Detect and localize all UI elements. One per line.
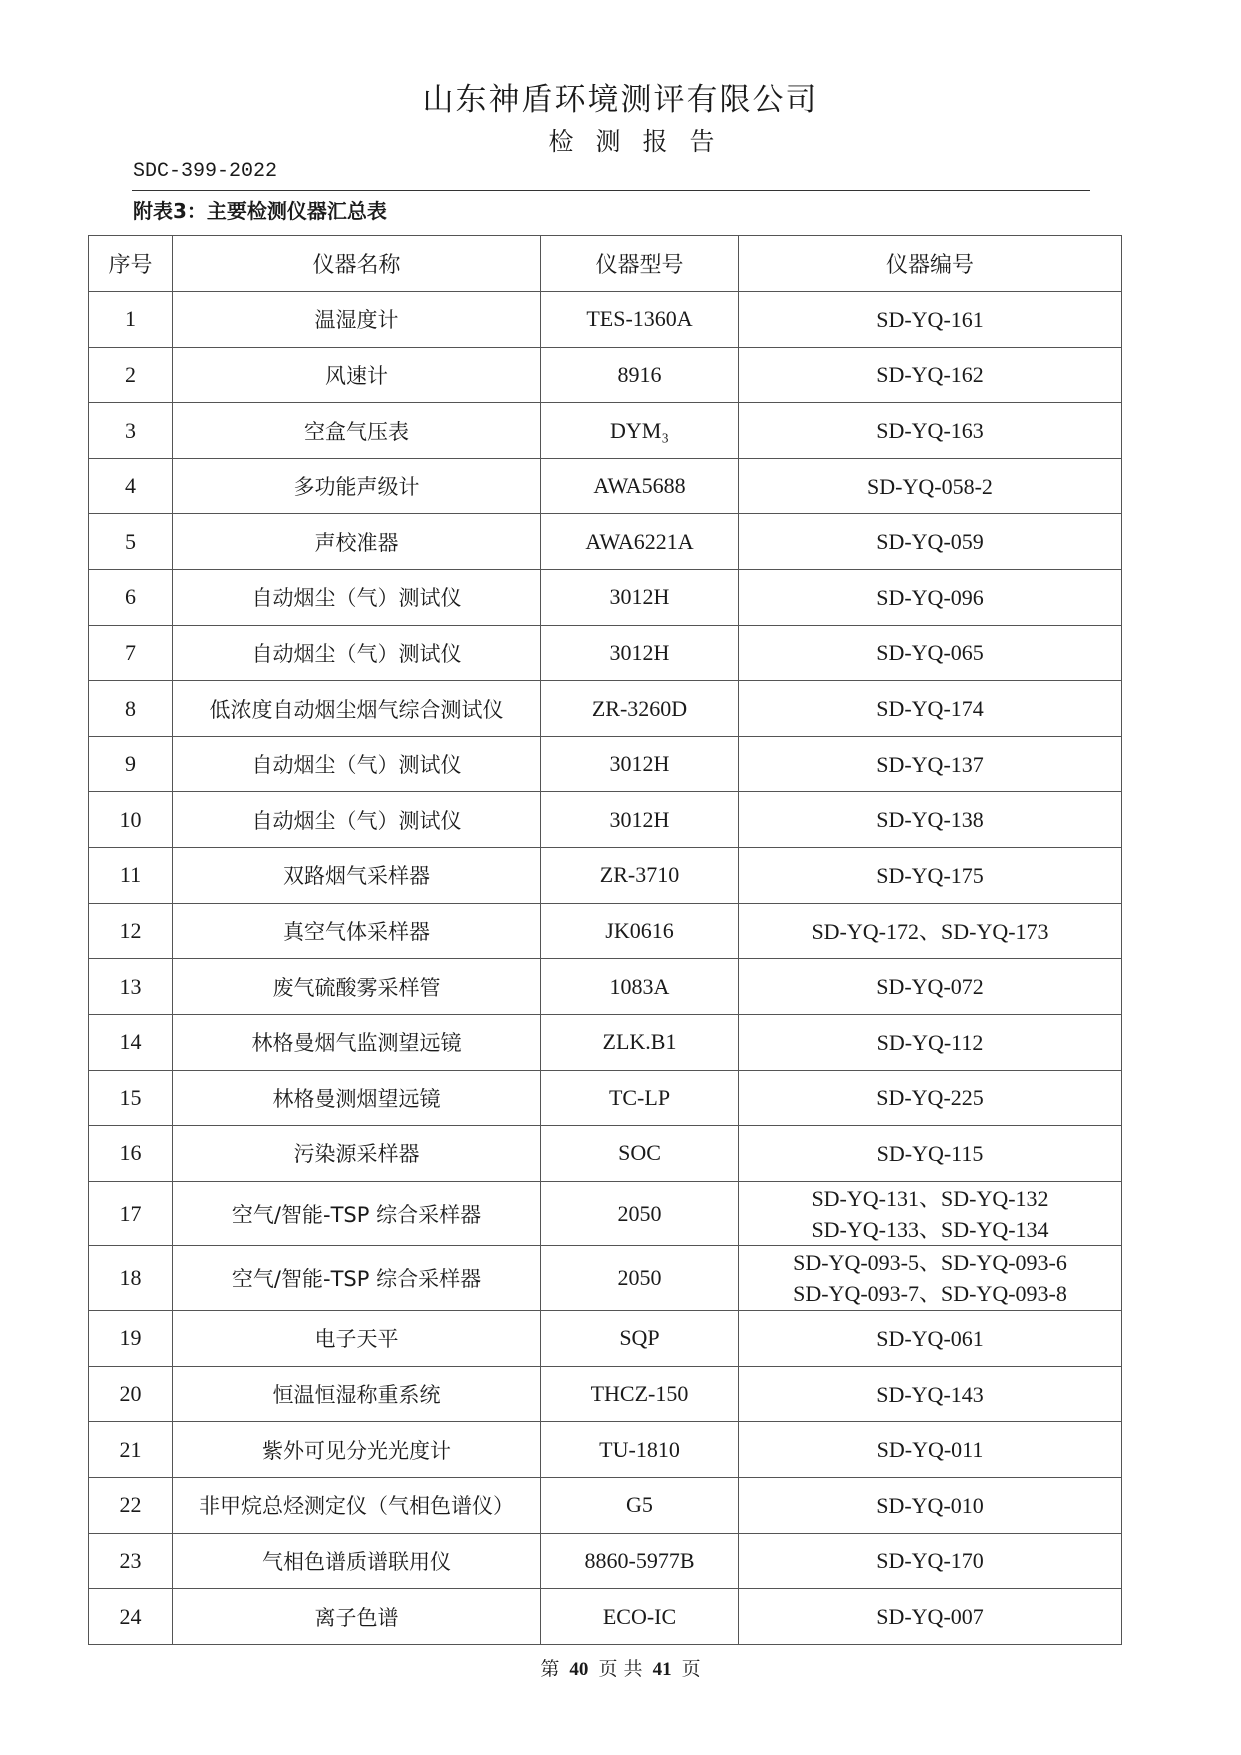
cell-code [739, 514, 1122, 570]
code-line: SD-YQ-174 [876, 696, 984, 722]
table-caption: 附表3：主要检测仪器汇总表 [133, 199, 387, 223]
cell-model: 8860-5977B [541, 1533, 739, 1589]
code-line: SD-YQ-137 [876, 751, 984, 777]
cell-no: 17 [89, 1181, 173, 1246]
cell-code [739, 1422, 1122, 1478]
cell-no: 11 [89, 848, 173, 904]
cell-code [739, 1311, 1122, 1367]
instrument-table [88, 235, 1122, 1645]
cell-model: 2050 [541, 1181, 739, 1246]
cell-no: 1 [89, 292, 173, 348]
code-line: SD-YQ-162 [876, 362, 984, 388]
col-header-no: 序号 [89, 236, 173, 292]
cell-code [739, 347, 1122, 403]
table-row [89, 1366, 1122, 1422]
cell-no: 9 [89, 736, 173, 792]
cell-code [739, 736, 1122, 792]
cell-name: 污染源采样器 [173, 1126, 541, 1182]
code-line: SD-YQ-058-2 [867, 473, 993, 499]
table-row [89, 458, 1122, 514]
cell-no: 20 [89, 1366, 173, 1422]
cell-no: 18 [89, 1246, 173, 1311]
table-body [89, 292, 1122, 1645]
cell-no: 16 [89, 1126, 173, 1182]
cell-code [739, 625, 1122, 681]
cell-code [739, 570, 1122, 626]
cell-name: 温湿度计 [173, 292, 541, 348]
cell-no: 19 [89, 1311, 173, 1367]
page-total: 41 [652, 1659, 672, 1680]
col-header-model: 仪器型号 [541, 236, 739, 292]
cell-name: 恒温恒湿称重系统 [173, 1366, 541, 1422]
table-row [89, 959, 1122, 1015]
cell-no: 23 [89, 1533, 173, 1589]
cell-model: SQP [541, 1311, 739, 1367]
cell-code [739, 1366, 1122, 1422]
cell-name: 多功能声级计 [173, 458, 541, 514]
col-header-code: 仪器编号 [739, 236, 1122, 292]
code-line: SD-YQ-225 [876, 1085, 984, 1111]
cell-model: ZLK.B1 [541, 1014, 739, 1070]
table-row [89, 792, 1122, 848]
code-line: SD-YQ-096 [876, 584, 984, 610]
cell-model: DYM₃ [541, 403, 739, 459]
table-row [89, 1477, 1122, 1533]
table-row [89, 736, 1122, 792]
code-line: SD-YQ-112 [876, 1029, 984, 1055]
cell-no: 24 [89, 1589, 173, 1645]
table-row [89, 1533, 1122, 1589]
cell-model: ZR-3260D [541, 681, 739, 737]
cell-model: AWA5688 [541, 458, 739, 514]
code-line: SD-YQ-172、SD-YQ-173 [811, 918, 1049, 944]
cell-model: SOC [541, 1126, 739, 1182]
code-line: SD-YQ-059 [876, 529, 984, 555]
cell-model: ECO-IC [541, 1589, 739, 1645]
code-line: SD-YQ-093-5、SD-YQ-093-6 [793, 1250, 1067, 1276]
cell-name: 空气/智能-TSP 综合采样器 [173, 1246, 541, 1311]
code-line: SD-YQ-011 [876, 1437, 984, 1463]
table-row [89, 1311, 1122, 1367]
table-row [89, 1246, 1122, 1311]
cell-model: 3012H [541, 792, 739, 848]
cell-no: 4 [89, 458, 173, 514]
cell-name: 空气/智能-TSP 综合采样器 [173, 1181, 541, 1246]
table-row [89, 903, 1122, 959]
table-row [89, 681, 1122, 737]
table-row [89, 1070, 1122, 1126]
cell-name: 自动烟尘（气）测试仪 [173, 792, 541, 848]
cell-name: 双路烟气采样器 [173, 848, 541, 904]
cell-name: 林格曼测烟望远镜 [173, 1070, 541, 1126]
table-header-row [89, 236, 1122, 292]
code-line: SD-YQ-010 [876, 1492, 984, 1518]
cell-code [739, 1014, 1122, 1070]
cell-no: 21 [89, 1422, 173, 1478]
cell-no: 7 [89, 625, 173, 681]
cell-no: 2 [89, 347, 173, 403]
table-row [89, 1589, 1122, 1645]
cell-name: 林格曼烟气监测望远镜 [173, 1014, 541, 1070]
cell-name: 声校准器 [173, 514, 541, 570]
cell-code [739, 1126, 1122, 1182]
document-number: SDC-399-2022 [133, 160, 278, 183]
table-row [89, 1126, 1122, 1182]
cell-code [739, 458, 1122, 514]
code-line: SD-YQ-163 [876, 418, 984, 444]
cell-name: 风速计 [173, 347, 541, 403]
table-row [89, 848, 1122, 904]
cell-code [739, 848, 1122, 904]
cell-no: 15 [89, 1070, 173, 1126]
code-line: SD-YQ-072 [876, 974, 984, 1000]
table-row [89, 1014, 1122, 1070]
cell-model: ZR-3710 [541, 848, 739, 904]
cell-code [739, 1181, 1122, 1246]
cell-no: 14 [89, 1014, 173, 1070]
code-line: SD-YQ-061 [876, 1325, 984, 1351]
cell-code [739, 903, 1122, 959]
cell-code [739, 403, 1122, 459]
cell-model: G5 [541, 1477, 739, 1533]
header-divider [132, 190, 1090, 191]
cell-no: 3 [89, 403, 173, 459]
code-line: SD-YQ-161 [876, 306, 984, 332]
cell-model: AWA6221A [541, 514, 739, 570]
code-line: SD-YQ-143 [876, 1381, 984, 1407]
cell-model: 3012H [541, 736, 739, 792]
cell-code [739, 792, 1122, 848]
cell-code [739, 1477, 1122, 1533]
footer-prefix: 第 [540, 1658, 560, 1680]
cell-no: 12 [89, 903, 173, 959]
code-line: SD-YQ-007 [876, 1604, 984, 1630]
cell-code [739, 1070, 1122, 1126]
cell-name: 电子天平 [173, 1311, 541, 1367]
cell-name: 空盒气压表 [173, 403, 541, 459]
cell-model: TU-1810 [541, 1422, 739, 1478]
cell-code [739, 681, 1122, 737]
cell-no: 5 [89, 514, 173, 570]
cell-name: 低浓度自动烟尘烟气综合测试仪 [173, 681, 541, 737]
cell-model: 2050 [541, 1246, 739, 1311]
cell-model: 3012H [541, 570, 739, 626]
cell-name: 废气硫酸雾采样管 [173, 959, 541, 1015]
report-title: 检测报告 [548, 127, 737, 156]
cell-model: TC-LP [541, 1070, 739, 1126]
code-line: SD-YQ-133、SD-YQ-134 [811, 1216, 1049, 1242]
company-name: 山东神盾环境测评有限公司 [422, 82, 819, 118]
table-row [89, 514, 1122, 570]
cell-name: 自动烟尘（气）测试仪 [173, 736, 541, 792]
cell-code [739, 1533, 1122, 1589]
cell-no: 10 [89, 792, 173, 848]
cell-code [739, 1246, 1122, 1311]
table-row [89, 292, 1122, 348]
cell-name: 自动烟尘（气）测试仪 [173, 625, 541, 681]
cell-no: 22 [89, 1477, 173, 1533]
cell-name: 紫外可见分光光度计 [173, 1422, 541, 1478]
cell-name: 真空气体采样器 [173, 903, 541, 959]
cell-no: 6 [89, 570, 173, 626]
code-line: SD-YQ-115 [876, 1140, 984, 1166]
footer-suffix: 页 [681, 1658, 701, 1680]
cell-code [739, 959, 1122, 1015]
page-footer [0, 1654, 1241, 1681]
cell-name: 自动烟尘（气）测试仪 [173, 570, 541, 626]
cell-name: 非甲烷总烃测定仪（气相色谱仪） [173, 1477, 541, 1533]
code-line: SD-YQ-131、SD-YQ-132 [811, 1185, 1049, 1211]
table-row [89, 403, 1122, 459]
cell-model: THCZ-150 [541, 1366, 739, 1422]
table-row [89, 347, 1122, 403]
cell-model: JK0616 [541, 903, 739, 959]
cell-no: 13 [89, 959, 173, 1015]
code-line: SD-YQ-093-7、SD-YQ-093-8 [793, 1281, 1067, 1307]
footer-middle: 页 共 [598, 1658, 643, 1680]
table-row [89, 625, 1122, 681]
cell-code [739, 1589, 1122, 1645]
code-line: SD-YQ-138 [876, 807, 984, 833]
table-row [89, 1422, 1122, 1478]
cell-model: 3012H [541, 625, 739, 681]
page-number: 40 [569, 1659, 589, 1680]
table-row [89, 570, 1122, 626]
code-line: SD-YQ-065 [876, 640, 984, 666]
cell-no: 8 [89, 681, 173, 737]
cell-model: 8916 [541, 347, 739, 403]
cell-model: TES-1360A [541, 292, 739, 348]
table-row [89, 1181, 1122, 1246]
col-header-name: 仪器名称 [173, 236, 541, 292]
cell-code [739, 292, 1122, 348]
cell-name: 离子色谱 [173, 1589, 541, 1645]
code-line: SD-YQ-175 [876, 862, 984, 888]
code-line: SD-YQ-170 [876, 1548, 984, 1574]
cell-name: 气相色谱质谱联用仪 [173, 1533, 541, 1589]
cell-model: 1083A [541, 959, 739, 1015]
